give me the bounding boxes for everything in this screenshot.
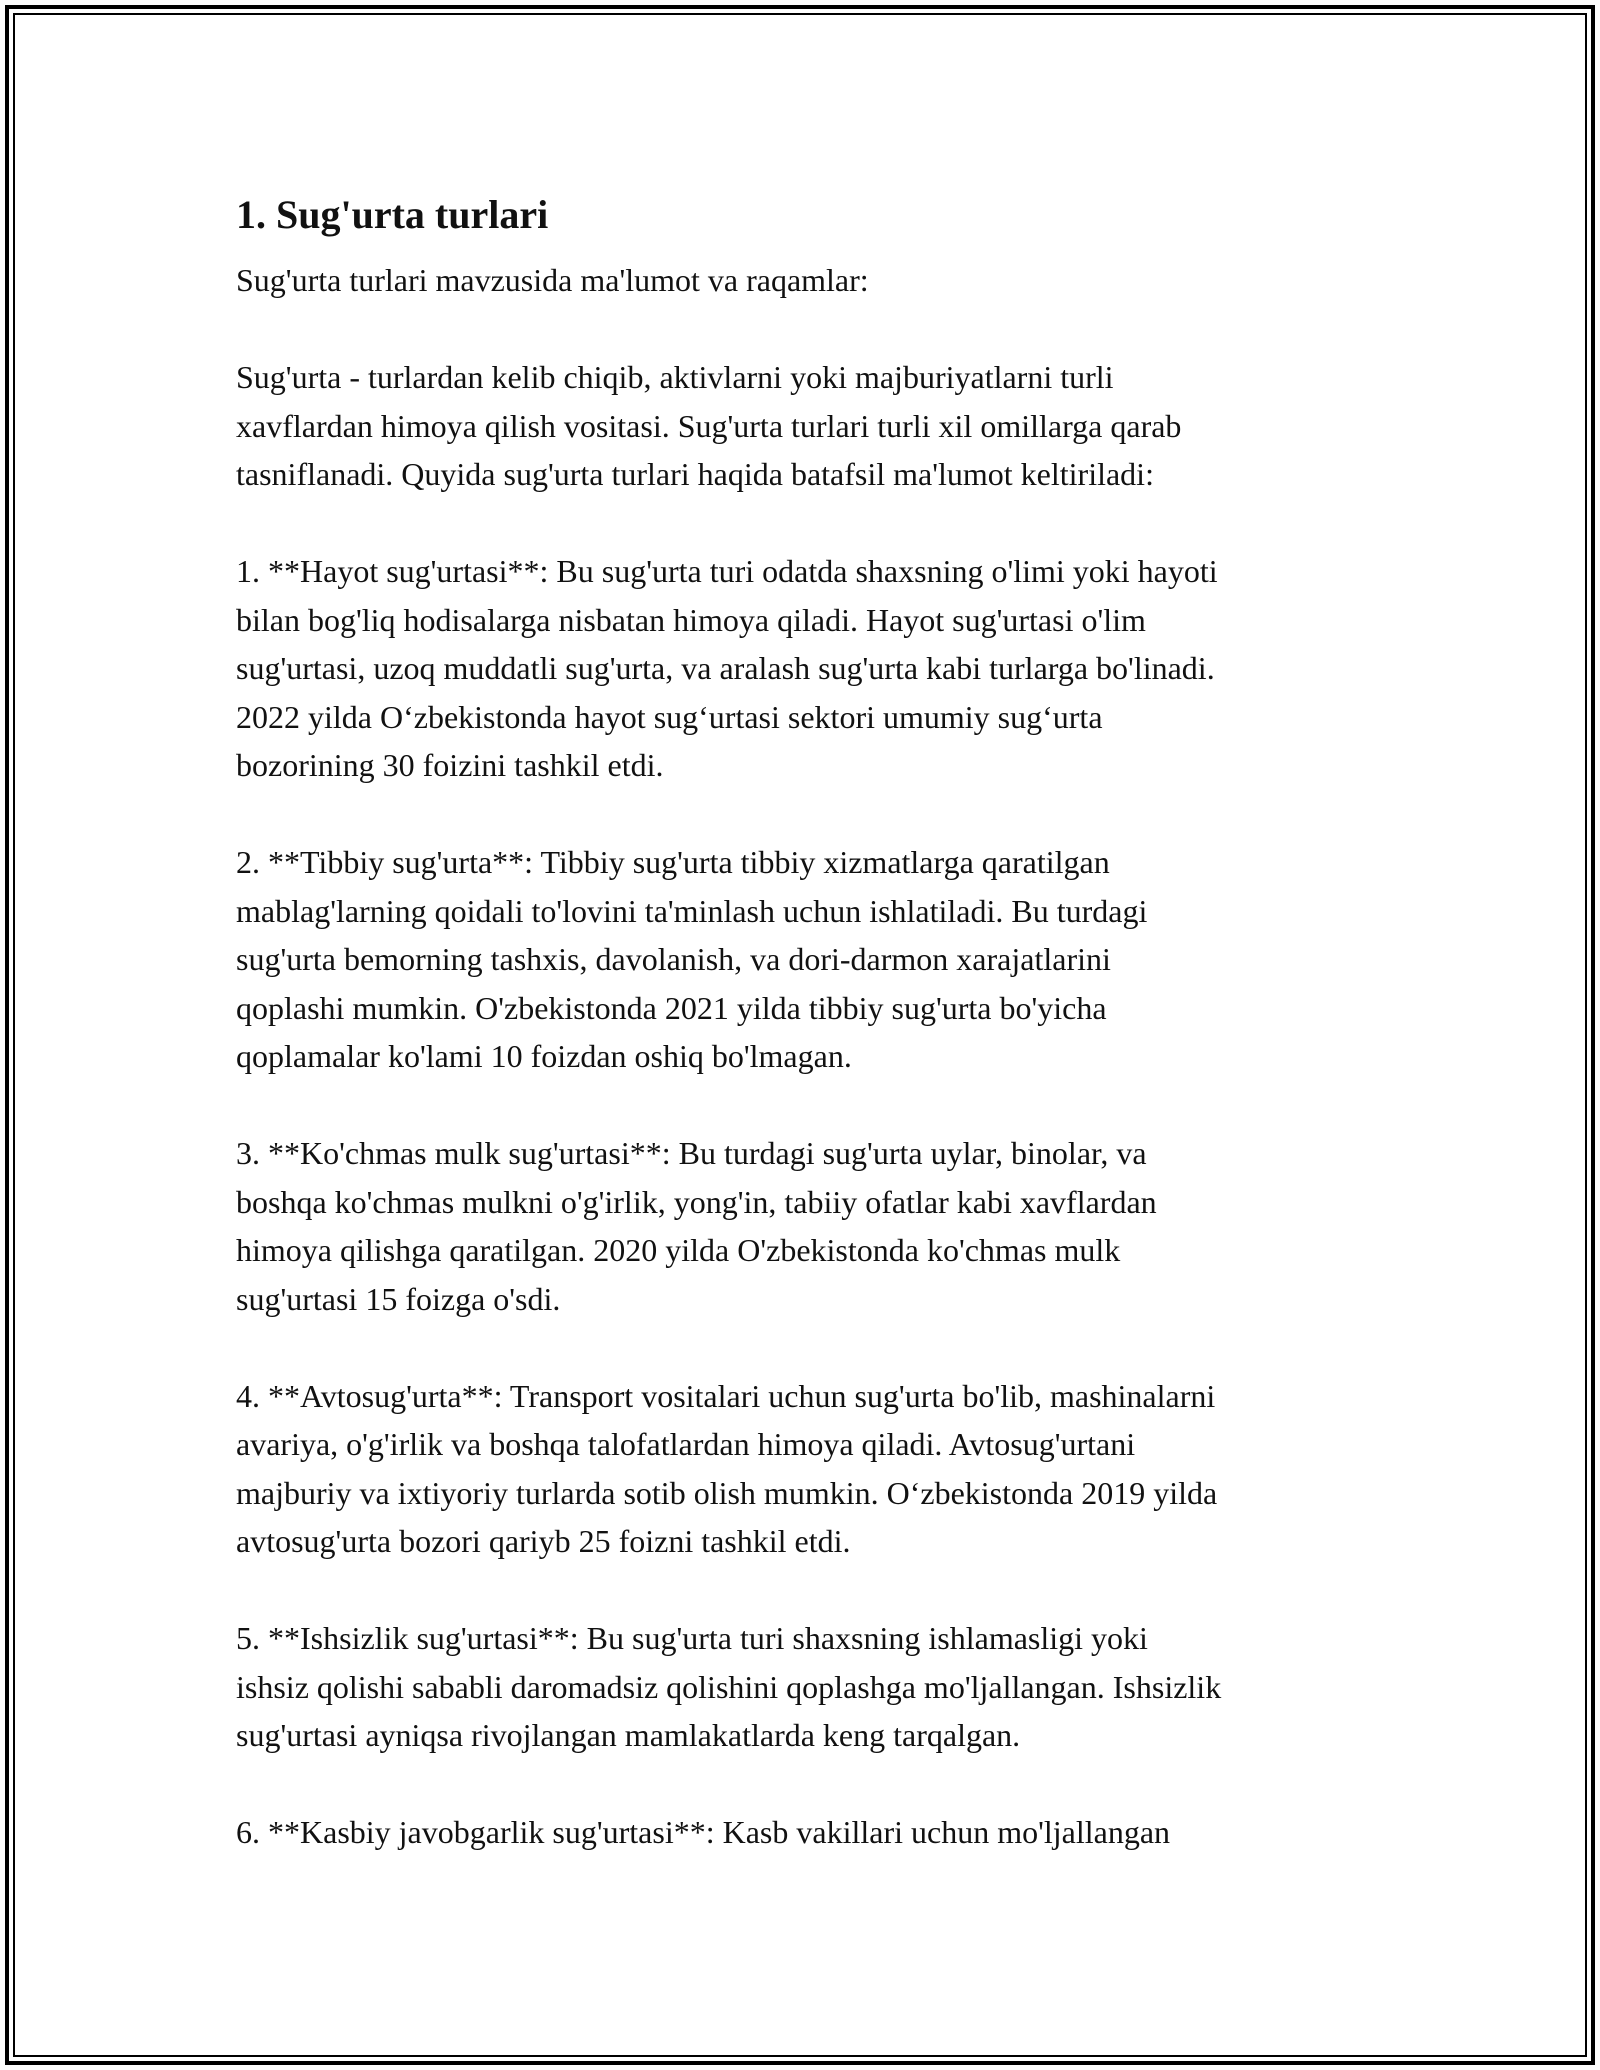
- spacer: [236, 242, 1376, 256]
- definition-paragraph: Sug'urta - turlardan kelib chiqib, aktivlarni yoki majburiyatlarni turli xavflardan himoya qilish vositasi. Sug'urta turlari turli xil omillarga qarab tasniflanadi. Quyida sug'urta turlari haqida batafsil ma'lumot keltiriladi:: [236, 359, 1182, 492]
- spacer: [236, 1323, 1376, 1372]
- list-item-unemployment-insurance: 5. **Ishsizlik sug'urtasi**: Bu sug'urta turi shaxsning ishlamasligi yoki ishsiz qolishi sababli daromadsiz qolishini qoplashga mo'ljallangan. Ishsizlik sug'urtasi ayniqsa rivojlangan mamlakatlarda keng tarqalgan.: [236, 1620, 1222, 1753]
- intro-paragraph: Sug'urta turlari mavzusida ma'lumot va raqamlar:: [236, 262, 869, 298]
- spacer: [236, 305, 1376, 354]
- list-item-property-insurance: 3. **Ko'chmas mulk sug'urtasi**: Bu turdagi sug'urta uylar, binolar, va boshqa ko'chmas mulkni o'g'irlik, yong'in, tabiiy ofatlar kabi xavflardan himoya qilishga qaratilgan. 2020 yilda O'zbekistonda ko'chmas mulk sug'urtasi 15 foizga o'sdi.: [236, 1135, 1157, 1317]
- list-item-medical-insurance: 2. **Tibbiy sug'urta**: Tibbiy sug'urta tibbiy xizmatlarga qaratilgan mablag'larning qoidali to'lovini ta'minlash uchun ishlatiladi. Bu turdagi sug'urta bemorning tashxis, davolanish, va dori-darmon xarajatlarini qoplashi mumkin. O'zbekistonda 2021 yilda tibbiy sug'urta bo'yicha qoplamalar ko'lami 10 foizdan oshiq bo'lmagan.: [236, 844, 1148, 1074]
- list-item-life-insurance: 1. **Hayot sug'urtasi**: Bu sug'urta turi odatda shaxsning o'limi yoki hayoti bilan bog'liq hodisalarga nisbatan himoya qiladi. Hayot sug'urtasi o'lim sug'urtasi, uzoq muddatli sug'urta, va aralash sug'urta kabi turlarga bo'linadi. 2022 yilda O‘zbekistonda hayot sug‘urtasi sektori umumiy sug‘urta bozorining 30 foizini tashkil etdi.: [236, 553, 1218, 783]
- list-item-professional-liability-insurance: 6. **Kasbiy javobgarlik sug'urtasi**: Kasb vakillari uchun mo'ljallangan: [236, 1814, 1171, 1850]
- document-body: [236, 188, 1376, 1857]
- spacer: [236, 1760, 1376, 1809]
- spacer: [236, 1081, 1376, 1130]
- list-item-auto-insurance: 4. **Avtosug'urta**: Transport vositalari uchun sug'urta bo'lib, mashinalarni avariya, o'g'irlik va boshqa talofatlardan himoya qiladi. Avtosug'urtani majburiy va ixtiyoriy turlarda sotib olish mumkin. O‘zbekistonda 2019 yilda avtosug'urta bozori qariyb 25 foizni tashkil etdi.: [236, 1377, 1218, 1559]
- spacer: [236, 1566, 1376, 1615]
- spacer: [236, 790, 1376, 839]
- document-title: 1. Sug'urta turlari: [236, 192, 549, 237]
- spacer: [236, 499, 1376, 548]
